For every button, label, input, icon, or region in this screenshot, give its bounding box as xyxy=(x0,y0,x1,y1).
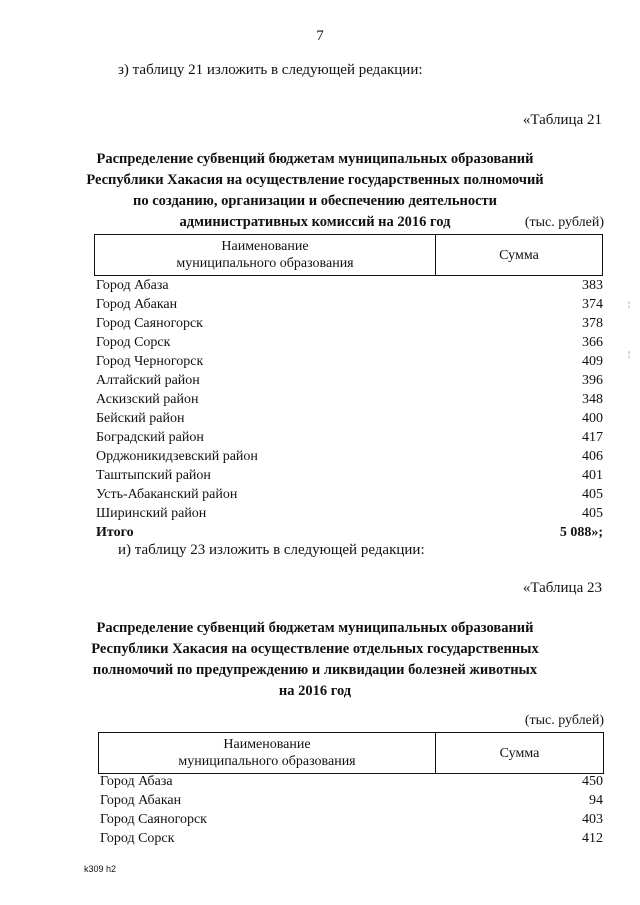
table21-col-sum-header: Сумма xyxy=(436,235,603,276)
margin-mark: ¦ xyxy=(628,350,631,359)
row-value: 401 xyxy=(582,468,603,483)
row-name: Орджоникидзевский район xyxy=(96,449,258,464)
row-name: Город Черногорск xyxy=(96,354,204,369)
col-name-line2: муниципального образования xyxy=(178,754,356,769)
row-value: 403 xyxy=(582,812,603,827)
col-name-line2: муниципального образования xyxy=(176,256,354,271)
table-row xyxy=(100,791,603,810)
footer-code: k309 h2 xyxy=(84,864,117,874)
row-value: 366 xyxy=(582,335,603,350)
row-name: Усть-Абаканский район xyxy=(96,487,238,502)
col-name-line1: Наименование xyxy=(221,239,309,254)
table-row xyxy=(96,504,603,523)
table23-units: (тыс. рублей) xyxy=(524,713,604,728)
row-name: Боградский район xyxy=(96,430,204,445)
row-value: 405 xyxy=(582,506,603,521)
row-value: 396 xyxy=(582,373,603,388)
row-value: 374 xyxy=(582,297,603,312)
table23-heading-line: полномочий по предупреждению и ликвидации болезней животных xyxy=(92,662,538,678)
row-name: Город Абакан xyxy=(96,297,178,312)
row-value: 378 xyxy=(582,316,603,331)
table23-heading xyxy=(80,618,550,702)
row-name: Ширинский район xyxy=(96,506,207,521)
table23-col-name-header xyxy=(99,733,436,774)
table23-col-sum-header: Сумма xyxy=(436,733,604,774)
row-value: 94 xyxy=(589,793,603,808)
row-value: 412 xyxy=(582,831,603,846)
table23-header xyxy=(98,732,604,774)
table21-col-name-header xyxy=(95,235,436,276)
col-name-line1: Наименование xyxy=(223,737,311,752)
total-row xyxy=(96,523,603,542)
row-value: 417 xyxy=(582,430,603,445)
table21-units: (тыс. рублей) xyxy=(524,215,604,230)
row-value: 406 xyxy=(582,449,603,464)
table-row xyxy=(96,466,603,485)
table21-heading-line: Республики Хакасия на осуществление государственных полномочий xyxy=(86,172,544,188)
table23-reference: «Таблица 23 xyxy=(522,580,602,596)
table-row xyxy=(96,447,603,466)
row-value: 383 xyxy=(582,278,603,293)
page-number: 7 xyxy=(316,28,324,44)
row-value: 400 xyxy=(582,411,603,426)
table21-header xyxy=(94,234,603,276)
table21-body xyxy=(96,276,603,542)
row-name: Город Сорск xyxy=(96,335,171,350)
item-z-text: з) таблицу 21 изложить в следующей редакции: xyxy=(118,62,423,78)
total-label: Итого xyxy=(96,525,134,540)
table23-heading-line: Распределение субвенций бюджетам муниципальных образований xyxy=(96,620,534,636)
table-row xyxy=(96,352,603,371)
row-name: Город Абаза xyxy=(100,774,173,789)
row-value: 409 xyxy=(582,354,603,369)
table-row xyxy=(100,829,603,848)
table-row xyxy=(100,810,603,829)
table23-heading-line: Республики Хакасия на осуществление отдельных государственных xyxy=(91,641,539,657)
row-name: Город Абаза xyxy=(96,278,169,293)
table23-heading-line: на 2016 год xyxy=(278,683,352,699)
margin-mark: ¦ xyxy=(628,300,631,309)
table21-heading-line: Распределение субвенций бюджетам муниципальных образований xyxy=(96,151,534,167)
table21-heading-line: административных комиссий на 2016 год xyxy=(179,214,451,230)
table-row xyxy=(96,409,603,428)
table-row xyxy=(96,428,603,447)
row-name: Город Саяногорск xyxy=(96,316,203,331)
row-value: 450 xyxy=(582,774,603,789)
table-row xyxy=(96,371,603,390)
table-row xyxy=(96,333,603,352)
row-name: Аскизский район xyxy=(96,392,199,407)
row-name: Город Сорск xyxy=(100,831,175,846)
row-value: 405 xyxy=(582,487,603,502)
row-name: Бейский район xyxy=(96,411,185,426)
row-value: 348 xyxy=(582,392,603,407)
table-row xyxy=(96,295,603,314)
table21-heading-line: по созданию, организации и обеспечению деятельности xyxy=(132,193,497,209)
table23-body xyxy=(100,772,603,848)
row-name: Таштыпский район xyxy=(96,468,211,483)
table-row xyxy=(96,314,603,333)
row-name: Город Саяногорск xyxy=(100,812,207,827)
table21-heading xyxy=(80,149,550,233)
row-name: Алтайский район xyxy=(96,373,200,388)
table21-reference: «Таблица 21 xyxy=(522,112,602,128)
table-row xyxy=(100,772,603,791)
row-name: Город Абакан xyxy=(100,793,182,808)
total-value: 5 088»; xyxy=(559,525,603,540)
table-row xyxy=(96,390,603,409)
item-i-text: и) таблицу 23 изложить в следующей редакции: xyxy=(118,542,425,558)
table-row xyxy=(96,485,603,504)
table-row xyxy=(96,276,603,295)
